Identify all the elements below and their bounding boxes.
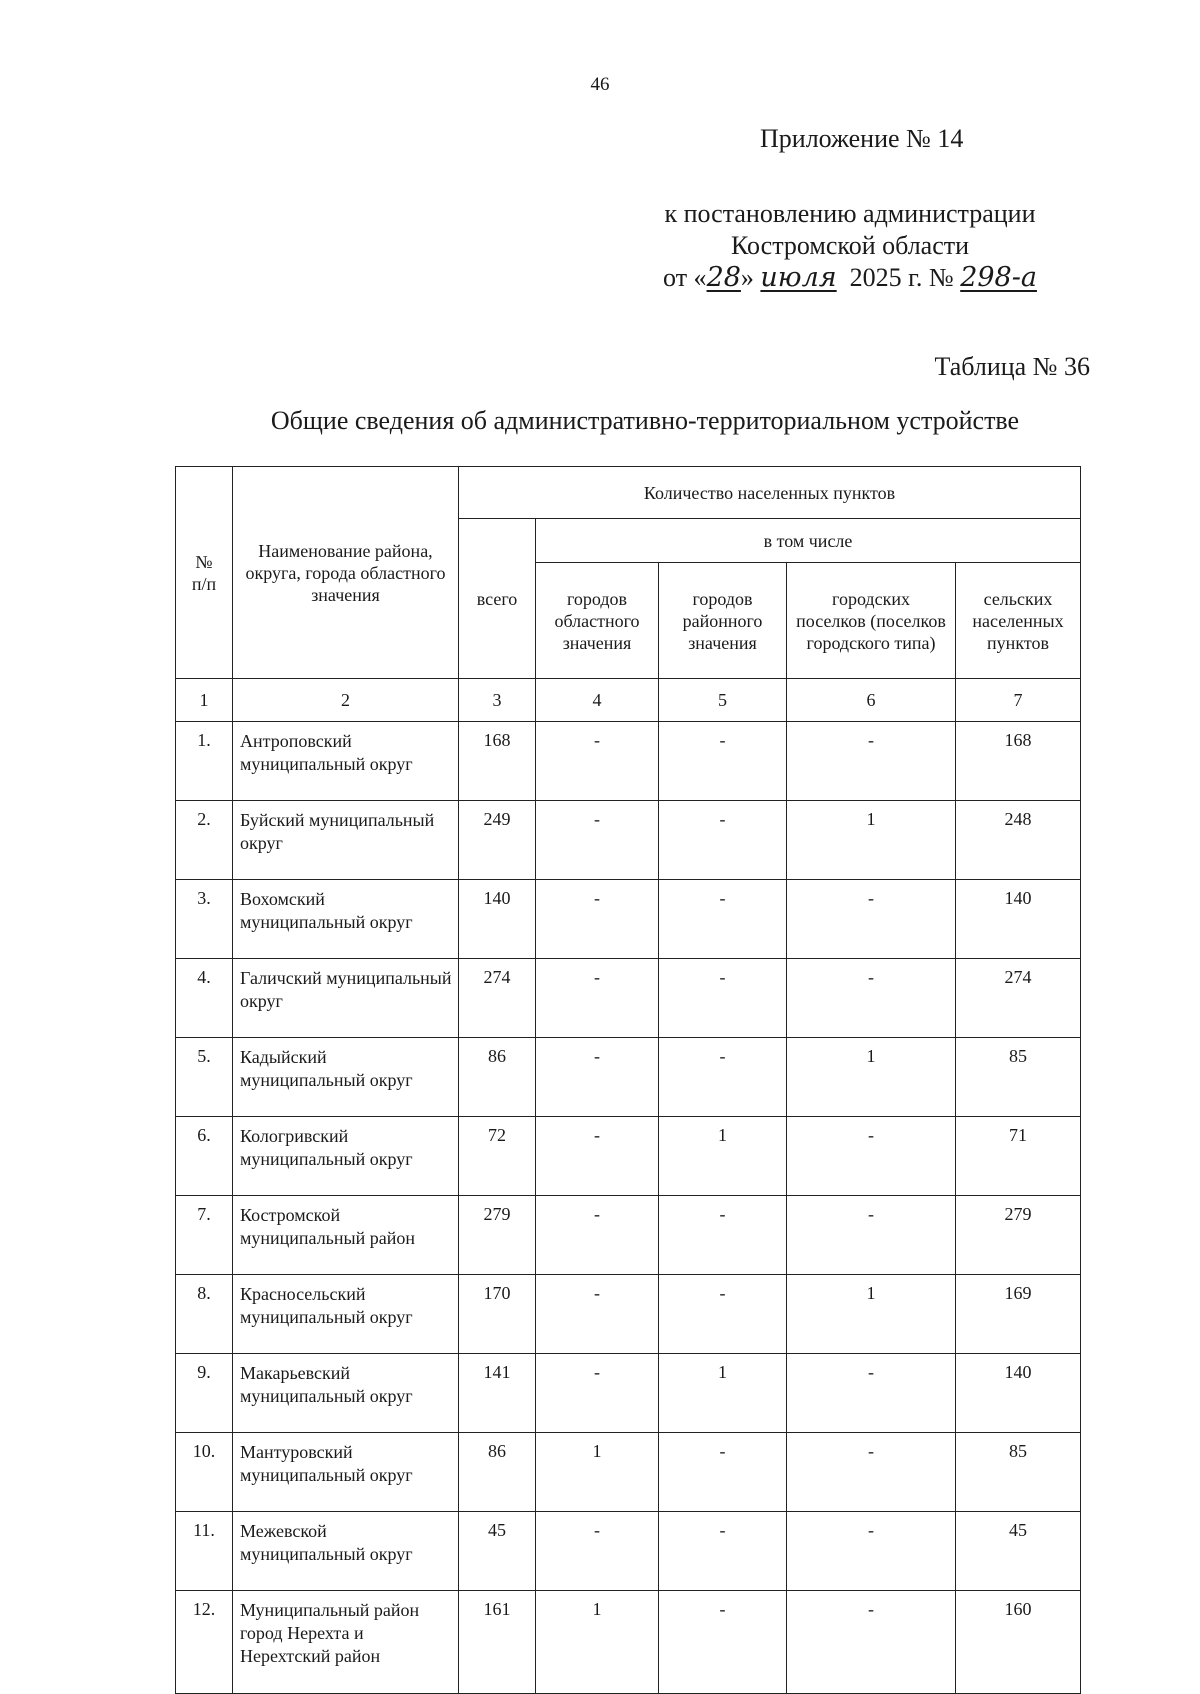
row-rural: 85 xyxy=(956,1433,1081,1512)
table-row xyxy=(176,959,1081,1038)
column-number: 6 xyxy=(787,679,956,722)
row-rural: 169 xyxy=(956,1275,1081,1354)
row-district-cities: - xyxy=(659,1196,787,1275)
row-rural: 160 xyxy=(956,1591,1081,1694)
row-name: Вохомский муниципальный округ xyxy=(233,880,459,959)
row-urban-settlements: - xyxy=(787,880,956,959)
row-urban-settlements: - xyxy=(787,959,956,1038)
row-district-cities: 1 xyxy=(659,1117,787,1196)
row-total: 274 xyxy=(459,959,536,1038)
header-settlements: Количество населенных пунктов xyxy=(459,467,1081,519)
decree-date-line xyxy=(620,262,1080,294)
row-name: Кологривский муниципальный округ xyxy=(233,1117,459,1196)
row-district-cities: - xyxy=(659,1433,787,1512)
row-name: Межевской муниципальный округ xyxy=(233,1512,459,1591)
row-rural: 71 xyxy=(956,1117,1081,1196)
row-regional-cities: - xyxy=(536,1117,659,1196)
row-number: 6. xyxy=(176,1117,233,1196)
header-num: № п/п xyxy=(176,467,233,679)
header-urban-settlements: городских поселков (поселков городского типа) xyxy=(787,563,956,679)
page-number: 46 xyxy=(590,74,610,95)
row-rural: 168 xyxy=(956,722,1081,801)
row-urban-settlements: - xyxy=(787,1433,956,1512)
table-row xyxy=(176,1038,1081,1117)
row-regional-cities: - xyxy=(536,1354,659,1433)
handwritten-month: июля xyxy=(760,262,837,293)
row-number: 8. xyxy=(176,1275,233,1354)
date-prefix: от « xyxy=(663,263,707,292)
row-regional-cities: - xyxy=(536,880,659,959)
row-district-cities: - xyxy=(659,1275,787,1354)
row-number: 4. xyxy=(176,959,233,1038)
row-district-cities: - xyxy=(659,959,787,1038)
row-total: 86 xyxy=(459,1433,536,1512)
row-number: 1. xyxy=(176,722,233,801)
table-row xyxy=(176,1591,1081,1694)
row-number: 9. xyxy=(176,1354,233,1433)
row-district-cities: - xyxy=(659,1591,787,1694)
row-district-cities: - xyxy=(659,1038,787,1117)
column-number: 7 xyxy=(956,679,1081,722)
row-total: 170 xyxy=(459,1275,536,1354)
column-number-row xyxy=(176,679,1081,722)
table-row xyxy=(176,1196,1081,1275)
document-title: Общие сведения об административно-территориальном устройстве xyxy=(270,406,1020,435)
row-name: Кадыйский муниципальный округ xyxy=(233,1038,459,1117)
row-regional-cities: - xyxy=(536,1038,659,1117)
table-row xyxy=(176,801,1081,880)
row-regional-cities: 1 xyxy=(536,1433,659,1512)
column-number: 4 xyxy=(536,679,659,722)
row-urban-settlements: - xyxy=(787,1117,956,1196)
date-year: 2025 г. № xyxy=(849,263,954,292)
decree-reference xyxy=(620,198,1080,294)
row-district-cities: - xyxy=(659,722,787,801)
row-district-cities: - xyxy=(659,880,787,959)
table-row xyxy=(176,880,1081,959)
row-total: 141 xyxy=(459,1354,536,1433)
row-urban-settlements: - xyxy=(787,1354,956,1433)
row-number: 7. xyxy=(176,1196,233,1275)
row-number: 2. xyxy=(176,801,233,880)
header-rural: сельских населенных пунктов xyxy=(956,563,1081,679)
table-row xyxy=(176,722,1081,801)
header-name: Наименование района, округа, города областного значения xyxy=(233,467,459,679)
column-number: 2 xyxy=(233,679,459,722)
row-regional-cities: - xyxy=(536,959,659,1038)
row-district-cities: - xyxy=(659,1512,787,1591)
row-name: Муниципальный район город Нерехта и Нерехтский район xyxy=(233,1591,459,1694)
decree-line-1: к постановлению администрации xyxy=(664,199,1036,228)
row-number: 3. xyxy=(176,880,233,959)
row-urban-settlements: - xyxy=(787,1591,956,1694)
row-total: 161 xyxy=(459,1591,536,1694)
row-urban-settlements: - xyxy=(787,1196,956,1275)
row-name: Костромской муниципальный район xyxy=(233,1196,459,1275)
row-regional-cities: - xyxy=(536,1512,659,1591)
row-urban-settlements: - xyxy=(787,1512,956,1591)
header-regional-cities: городов областного значения xyxy=(536,563,659,679)
row-total: 72 xyxy=(459,1117,536,1196)
row-rural: 248 xyxy=(956,801,1081,880)
table-row xyxy=(176,1354,1081,1433)
row-rural: 279 xyxy=(956,1196,1081,1275)
row-number: 10. xyxy=(176,1433,233,1512)
row-name: Макарьевский муниципальный округ xyxy=(233,1354,459,1433)
row-total: 86 xyxy=(459,1038,536,1117)
decree-line-2: Костромской области xyxy=(730,231,970,260)
row-district-cities: 1 xyxy=(659,1354,787,1433)
column-number: 5 xyxy=(659,679,787,722)
table-row xyxy=(176,1512,1081,1591)
handwritten-day: 28 xyxy=(706,262,741,293)
row-rural: 140 xyxy=(956,880,1081,959)
table-label: Таблица № 36 xyxy=(934,352,1090,381)
row-urban-settlements: 1 xyxy=(787,801,956,880)
row-total: 45 xyxy=(459,1512,536,1591)
row-rural: 45 xyxy=(956,1512,1081,1591)
row-name: Галичский муниципальный округ xyxy=(233,959,459,1038)
appendix-heading: Приложение № 14 xyxy=(760,124,964,153)
column-number: 3 xyxy=(459,679,536,722)
row-rural: 85 xyxy=(956,1038,1081,1117)
header-including: в том числе xyxy=(536,519,1081,563)
handwritten-number: 298-а xyxy=(960,262,1037,293)
table-row xyxy=(176,1275,1081,1354)
date-mid: » xyxy=(740,263,754,292)
row-rural: 140 xyxy=(956,1354,1081,1433)
table-row xyxy=(176,1433,1081,1512)
row-name: Красносельский муниципальный округ xyxy=(233,1275,459,1354)
column-number: 1 xyxy=(176,679,233,722)
row-regional-cities: 1 xyxy=(536,1591,659,1694)
row-urban-settlements: 1 xyxy=(787,1038,956,1117)
row-total: 168 xyxy=(459,722,536,801)
row-number: 12. xyxy=(176,1591,233,1694)
row-name: Буйский муниципальный округ xyxy=(233,801,459,880)
row-urban-settlements: 1 xyxy=(787,1275,956,1354)
row-rural: 274 xyxy=(956,959,1081,1038)
header-total: всего xyxy=(459,519,536,679)
row-regional-cities: - xyxy=(536,722,659,801)
row-regional-cities: - xyxy=(536,1196,659,1275)
row-number: 5. xyxy=(176,1038,233,1117)
row-total: 140 xyxy=(459,880,536,959)
settlements-table xyxy=(175,466,1081,1694)
row-regional-cities: - xyxy=(536,801,659,880)
row-number: 11. xyxy=(176,1512,233,1591)
table-row xyxy=(176,1117,1081,1196)
table-body xyxy=(176,679,1081,1694)
header-district-cities: городов районного значения xyxy=(659,563,787,679)
row-district-cities: - xyxy=(659,801,787,880)
row-total: 279 xyxy=(459,1196,536,1275)
row-name: Мантуровский муниципальный округ xyxy=(233,1433,459,1512)
row-name: Антроповский муниципальный округ xyxy=(233,722,459,801)
row-urban-settlements: - xyxy=(787,722,956,801)
row-total: 249 xyxy=(459,801,536,880)
row-regional-cities: - xyxy=(536,1275,659,1354)
